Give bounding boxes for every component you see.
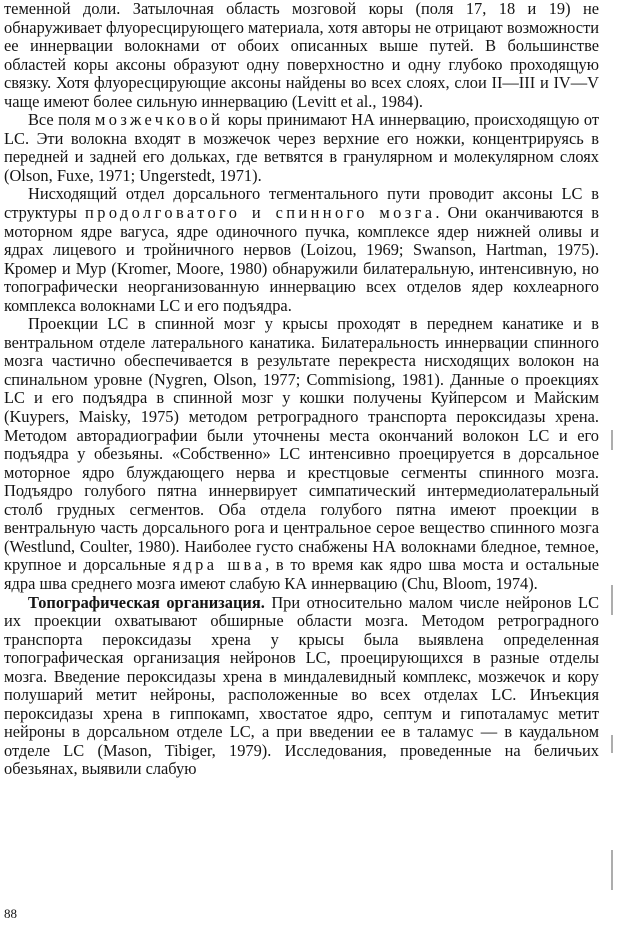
paragraph-text-end: . Они оканчиваются в моторном ядре вагуса, ядре одиночного пучка, комплексе ядер нижней оливы и ядрах лицевого и тройничного нервов (Loizou, 1969; Swanson, Hartman, 1975). Кромер и Мур (Kromer, Moore, 1980) обнаружили билатеральную, интенсивную, но топографически неорганизованную иннервацию всех отделов ядер кохлеарного комплекса волокнами LC и его подъядра. (4, 203, 599, 315)
paragraph-text-end: , в то время как ядро шва моста и остальные ядра шва среднего мозга имеют слабую КА иннервацию (Chu, Bloom, 1974). (4, 555, 599, 593)
paragraph-text-start: Проекции LC в спинной мозг у крысы проходят в переднем канатике и в вентральном отделе латерального канатика. Билатеральность иннервации спинного мозга частично обеспечивается в результате перекреста нисходящих волокон на спинальном уровне (Nygren, Olson, 1977; Commisiong, 1981). Данные о проекциях LC и его подъядра в спинной мозг у кошки получены Куйперсом и Майским (Kuypers, Maisky, 1975) методом ретроградного транспорта пероксидазы хрена. Методом авторадиографии были уточнены места окончаний волокон LC и его подъядра у обезьяны. «Собственно» LC интенсивно проецируется в дорсальное моторное ядро блуждающего нерва и крестцовые сегменты спинного мозга. Подъядро голубого пятна иннервирует симпатический интермедиолатеральный столб грудных сегментов. Оба отдела голубого пятна имеют проекции в вентральную часть дорсального рога и центральное серое вещество спинного мозга (Westlund, Coulter, 1980). Наиболее густо снабжены НА волокнами бледное, темное, крупное и дорсальные (4, 314, 599, 575)
spaced-term: мозжечковой (95, 110, 224, 130)
scan-margin-mark (611, 430, 613, 450)
paragraph-descending-tract (4, 185, 599, 315)
page-number: 88 (4, 906, 17, 921)
paragraph-cortex-innervation (4, 0, 599, 111)
paragraph-spinal-projections (4, 315, 599, 593)
paragraph-topographic-organization (4, 594, 599, 779)
section-lead-heading: Топографическая организация. (28, 592, 265, 612)
scan-margin-mark (611, 585, 613, 615)
spaced-term: ядра шва (172, 555, 266, 575)
paragraph-text-start: Все поля (28, 110, 96, 130)
paragraph-cerebellar-cortex (4, 111, 599, 185)
scan-margin-mark (611, 850, 613, 890)
body-text (4, 0, 599, 779)
scan-margin-mark (611, 735, 613, 753)
paragraph-text: теменной доли. Затылочная область мозговой коры (поля 17, 18 и 19) не обнаруживает флуоресцирующего материала, хотя авторы не отрицают возможности ее иннервации волокнами от обоих описанных выше путей. В большинстве областей коры аксоны образуют одну поверхностно и одну глубоко проходящую связку. Хотя флуоресцирующие аксоны найдены во всех слоях, слои II—III и IV—V чаще имеют более сильную иннервацию (Levitt et al., 1984). (4, 0, 599, 111)
spaced-term: продолговатого и спинного мозга (85, 203, 436, 223)
paragraph-text-end: коры принимают НА иннервацию, происходящую от LC. Эти волокна входят в мозжечок через верхние его ножки, концентрируясь в передней и задней его дольках, где ветвятся в гранулярном и молекулярном слоях (Olson, Fuxe, 1971; Ungerstedt, 1971). (4, 110, 599, 185)
paragraph-text-start: Нисходящий отдел дорсального тегментального пути проводит аксоны LC в структуры (4, 184, 599, 223)
paragraph-text: При относительно малом числе нейронов LC их проекции охватывают обширные области мозга. Методом ретроградного транспорта пероксидазы хрена у крысы была выявлена определенная топографическая организация нейронов LC, проецирующихся в разные отделы мозга. Введение пероксидазы хрена в миндалевидный комплекс, мозжечок и кору полушарий метит нейроны, расположенные во всех отделах LC. Инъекция пероксидазы хрена в гиппокамп, хвостатое ядро, септум и гипоталамус метит нейроны в дорсальном отделе LC, а при введении ее в таламус — в каудальном отделе LC (Mason, Tibiger, 1979). Исследования, проведенные на беличьих обезьянах, выявили слабую (4, 592, 600, 779)
